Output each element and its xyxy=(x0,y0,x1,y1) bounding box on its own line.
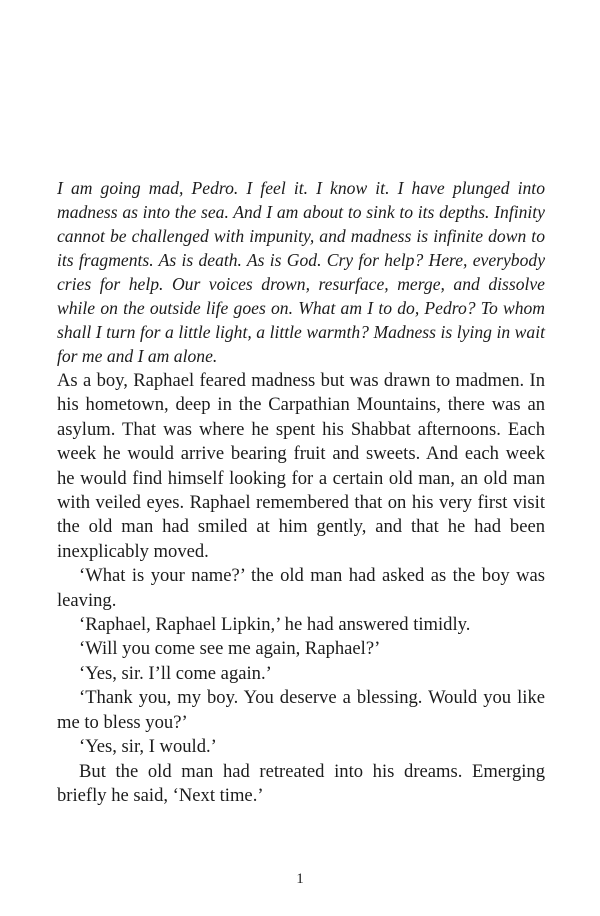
paragraph-dialogue: ‘What is your name?’ the old man had asked as the boy was leaving. xyxy=(57,565,545,611)
paragraph-closing: But the old man had retreated into his dreams. Emerging briefly he said, ‘Next time.’ xyxy=(57,760,545,806)
paragraph-dialogue: ‘Raphael, Raphael Lipkin,’ he had answered timidly. xyxy=(79,614,471,636)
paragraph-dialogue: ‘Will you come see me again, Raphael?’ xyxy=(79,638,381,660)
paragraph-dialogue: ‘Yes, sir. I’ll come again.’ xyxy=(79,662,272,684)
paragraph-opening: As a boy, Raphael feared madness but was drawn to madmen. In his hometown, deep in the Carpathian Mountains, there was an asylum. That was where he spent his Shabbat afternoons. Each week he would arrive bearing fruit and sweets. And each week he would find himself looking for a certain old man, an old man with veiled eyes. Raphael remembered that on his very first visit the old man had smiled at him gently, and that he had been inexplicably moved. xyxy=(57,370,545,562)
paragraph-dialogue: ‘Yes, sir, I would.’ xyxy=(79,736,217,758)
paragraph-dialogue: ‘Thank you, my boy. You deserve a blessing. Would you like me to bless you?’ xyxy=(57,687,545,733)
epigraph-italic-passage: I am going mad, Pedro. I feel it. I know it. I have plunged into madness as into the sea. And I am about to sink to its depths. Infinity cannot be challenged with impunity, and madness is infinite down to its fragments. As is death. As is God. Cry for help? Here, everybody cries for help. Our voices drown, resurface, merge, and dissolve while on the outside life goes on. What am I to do, Pedro? To whom shall I turn for a little light, a little warmth? Madness is lying in wait for me and I am alone. xyxy=(57,178,545,366)
body-text xyxy=(57,369,545,808)
page-number: 1 xyxy=(296,871,304,887)
